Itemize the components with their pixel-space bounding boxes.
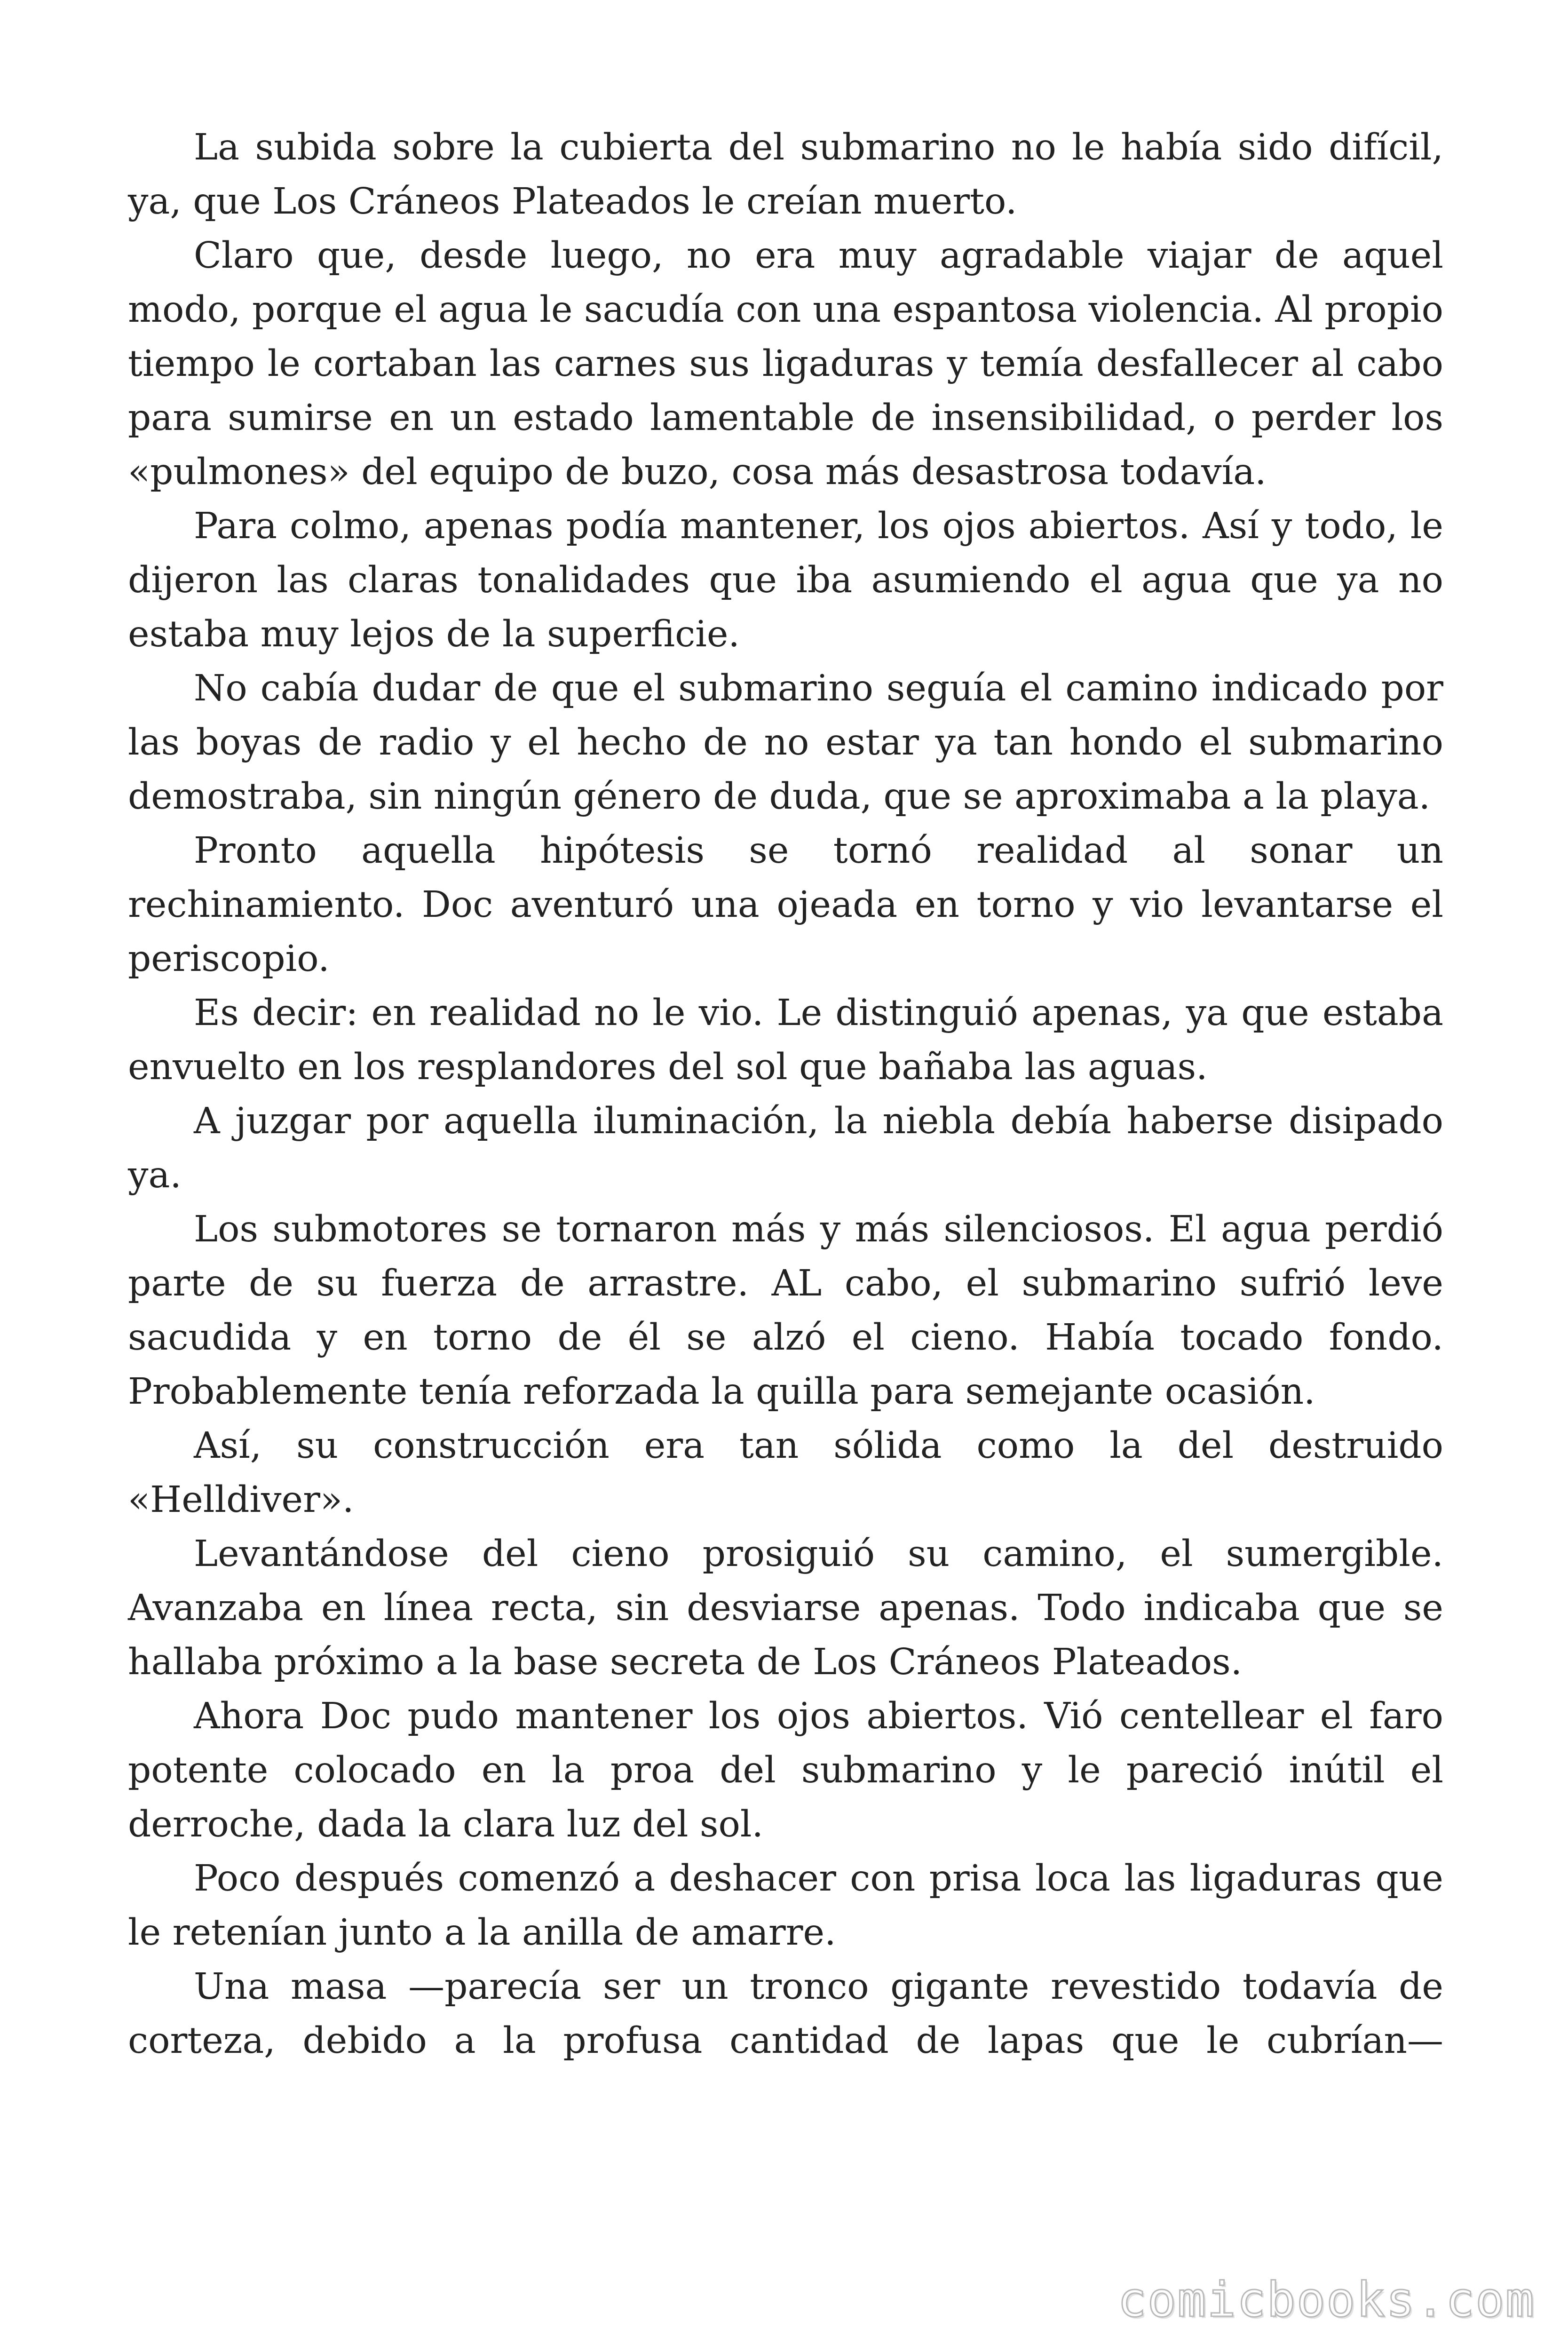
paragraph: Poco después comenzó a deshacer con prisa loca las ligaduras que le retenían junto a la anilla de amarre.: [128, 1858, 1443, 1954]
paragraph: Claro que, desde luego, no era muy agradable viajar de aquel modo, porque el agua le sacudía con una espantosa violencia. Al propio tiempo le cortaban las carnes sus ligaduras y temía desfallecer al cabo para sumirse en un estado lamentable de insensibilidad, o perder los «pulmones» del equipo de buzo, cosa más desastrosa todavía.: [128, 235, 1443, 493]
paragraph: Es decir: en realidad no le vio. Le distinguió apenas, ya que estaba envuelto en los resplandores del sol que bañaba las aguas.: [128, 992, 1443, 1088]
paragraph: Para colmo, apenas podía mantener, los ojos abiertos. Así y todo, le dijeron las claras tonalidades que iba asumiendo el agua que ya no estaba muy lejos de la superficie.: [128, 505, 1443, 655]
paragraph: Ahora Doc pudo mantener los ojos abiertos. Vió centellear el faro potente colocado en la proa del submarino y le pareció inútil el derroche, dada la clara luz del sol.: [128, 1695, 1443, 1845]
paragraph: Los submotores se tornaron más y más silenciosos. El agua perdió parte de su fuerza de arrastre. AL cabo, el submarino sufrió leve sacudida y en torno de él se alzó el cieno. Había tocado fondo. Probablemente tenía reforzada la quilla para semejante ocasión.: [128, 1208, 1443, 1413]
page-text: [128, 120, 1443, 2068]
paragraph: Pronto aquella hipótesis se tornó realidad al sonar un rechinamiento. Doc aventuró una ojeada en torno y vio levantarse el periscopio.: [128, 830, 1443, 980]
watermark: comicbooks.com: [1117, 2272, 1535, 2328]
paragraph: A juzgar por aquella iluminación, la niebla debía haberse disipado ya.: [128, 1100, 1443, 1196]
paragraph: La subida sobre la cubierta del submarino no le había sido difícil, ya, que Los Cráneos Plateados le creían muerto.: [128, 127, 1443, 222]
paragraph: No cabía dudar de que el submarino seguía el camino indicado por las boyas de radio y el hecho de no estar ya tan hondo el submarino demostraba, sin ningún género de duda, que se aproximaba a la playa.: [128, 667, 1443, 818]
paragraph: Una masa —parecía ser un tronco gigante revestido todavía de corteza, debido a la profusa cantidad de lapas que le cubrían—: [128, 1966, 1443, 2062]
paragraph: Levantándose del cieno prosiguió su camino, el sumergible. Avanzaba en línea recta, sin desviarse apenas. Todo indicaba que se hallaba próximo a la base secreta de Los Cráneos Plateados.: [128, 1533, 1443, 1683]
paragraph: Así, su construcción era tan sólida como la del destruido «Helldiver».: [128, 1425, 1443, 1521]
